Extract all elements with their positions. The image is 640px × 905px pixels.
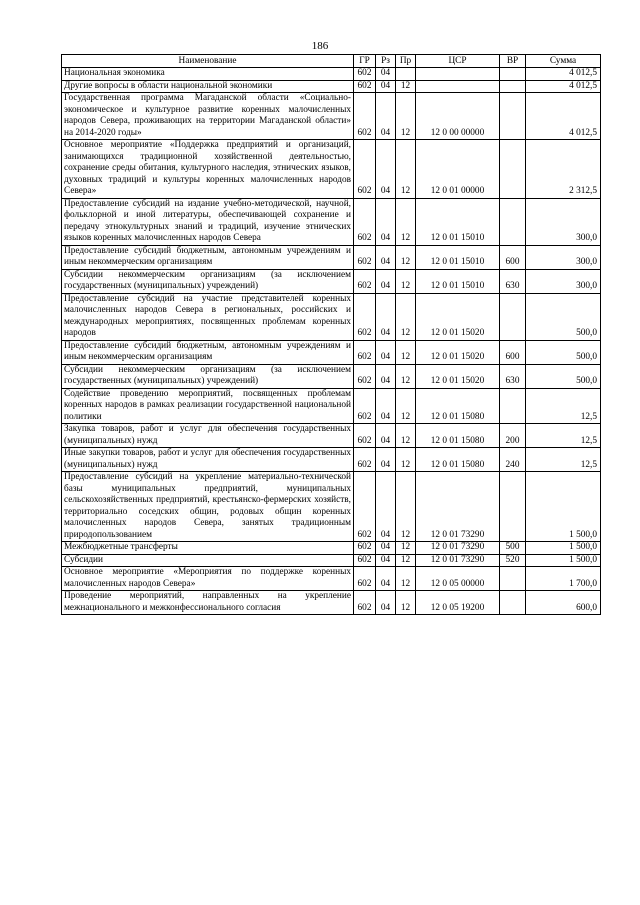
cell-pr: 12 <box>396 554 416 567</box>
cell-pr: 12 <box>396 245 416 269</box>
cell-gr: 602 <box>354 424 376 448</box>
cell-name: Субсидии некоммерческим организациям (за исключением государственных (муниципальных) учреждений) <box>62 364 354 388</box>
header-vr: ВР <box>500 55 526 68</box>
cell-vr: 600 <box>500 340 526 364</box>
cell-gr: 602 <box>354 245 376 269</box>
cell-sum: 300,0 <box>526 269 601 293</box>
cell-rz: 04 <box>376 542 396 555</box>
cell-vr <box>500 293 526 340</box>
cell-name: Основное мероприятие «Поддержка предприятий и организаций, занимающихся традиционной хозяйственной деятельностью, сохранение среды обитания, культурного наследия, этнических языков, духовных традиций и культуры коренных малочисленных народов Севера» <box>62 140 354 199</box>
cell-pr: 12 <box>396 140 416 199</box>
cell-vr <box>500 140 526 199</box>
cell-sum: 300,0 <box>526 198 601 245</box>
header-name: Наименование <box>62 55 354 68</box>
cell-csr: 12 0 01 15020 <box>416 293 500 340</box>
cell-rz: 04 <box>376 68 396 81</box>
cell-gr: 602 <box>354 554 376 567</box>
table-row <box>62 388 601 424</box>
table-row <box>62 591 601 615</box>
cell-name: Другие вопросы в области национальной экономики <box>62 80 354 93</box>
cell-name: Содействие проведению мероприятий, посвященных проблемам коренных народов в рамках реализации государственной национальной политики <box>62 388 354 424</box>
cell-rz: 04 <box>376 93 396 140</box>
cell-name: Межбюджетные трансферты <box>62 542 354 555</box>
cell-sum: 12,5 <box>526 424 601 448</box>
cell-sum: 1 500,0 <box>526 554 601 567</box>
cell-rz: 04 <box>376 245 396 269</box>
table-row <box>62 554 601 567</box>
cell-name: Субсидии некоммерческим организациям (за исключением государственных (муниципальных) учреждений) <box>62 269 354 293</box>
cell-rz: 04 <box>376 554 396 567</box>
table-row <box>62 198 601 245</box>
cell-csr: 12 0 01 15080 <box>416 424 500 448</box>
cell-csr: 12 0 01 15020 <box>416 364 500 388</box>
cell-csr: 12 0 01 15080 <box>416 448 500 472</box>
cell-csr: 12 0 01 15010 <box>416 269 500 293</box>
cell-sum: 1 500,0 <box>526 472 601 542</box>
cell-name: Субсидии <box>62 554 354 567</box>
table-row <box>62 542 601 555</box>
cell-sum: 4 012,5 <box>526 68 601 81</box>
table-row <box>62 68 601 81</box>
cell-vr: 200 <box>500 424 526 448</box>
cell-csr <box>416 80 500 93</box>
cell-gr: 602 <box>354 198 376 245</box>
table-row <box>62 80 601 93</box>
cell-gr: 602 <box>354 542 376 555</box>
cell-pr: 12 <box>396 448 416 472</box>
cell-pr: 12 <box>396 198 416 245</box>
cell-vr: 600 <box>500 245 526 269</box>
header-sum: Сумма <box>526 55 601 68</box>
cell-csr: 12 0 01 15010 <box>416 245 500 269</box>
cell-rz: 04 <box>376 388 396 424</box>
cell-vr: 500 <box>500 542 526 555</box>
cell-vr <box>500 80 526 93</box>
cell-pr: 12 <box>396 293 416 340</box>
cell-pr <box>396 68 416 81</box>
cell-rz: 04 <box>376 472 396 542</box>
table-row <box>62 364 601 388</box>
cell-vr <box>500 68 526 81</box>
table-row <box>62 424 601 448</box>
cell-rz: 04 <box>376 424 396 448</box>
cell-gr: 602 <box>354 591 376 615</box>
cell-name: Предоставление субсидий на укрепление материально-технической базы муниципальных предприятий, муниципальных сельскохозяйственных предприятий, крестьянско-фермерских хозяйств, территориально соседских общин, родовых общин коренных малочисленных народов Севера, занятых традиционным природопользованием <box>62 472 354 542</box>
cell-gr: 602 <box>354 140 376 199</box>
cell-name: Закупка товаров, работ и услуг для обеспечения государственных (муниципальных) нужд <box>62 424 354 448</box>
cell-name: Предоставление субсидий бюджетным, автономным учреждениям и иным некоммерческим организациям <box>62 245 354 269</box>
table-row <box>62 140 601 199</box>
cell-vr <box>500 472 526 542</box>
cell-csr: 12 0 01 15080 <box>416 388 500 424</box>
cell-gr: 602 <box>354 269 376 293</box>
cell-csr <box>416 68 500 81</box>
cell-name: Предоставление субсидий на издание учебно-методической, научной, фольклорной и иной литературы, обеспечивающей сохранение и передачу этнокультурных знаний и традиций, изучение этнических языков коренных малочисленных народов Севера <box>62 198 354 245</box>
cell-gr: 602 <box>354 364 376 388</box>
cell-pr: 12 <box>396 472 416 542</box>
cell-vr: 520 <box>500 554 526 567</box>
cell-gr: 602 <box>354 472 376 542</box>
cell-name: Предоставление субсидий бюджетным, автономным учреждениям и иным некоммерческим организациям <box>62 340 354 364</box>
table-row <box>62 269 601 293</box>
header-gr: ГР <box>354 55 376 68</box>
cell-rz: 04 <box>376 140 396 199</box>
cell-pr: 12 <box>396 388 416 424</box>
cell-gr: 602 <box>354 80 376 93</box>
cell-name: Государственная программа Магаданской области «Социально-экономическое и культурное развитие коренных малочисленных народов Севера, проживающих на территории Магаданской области» на 2014-2020 годы» <box>62 93 354 140</box>
cell-sum: 500,0 <box>526 293 601 340</box>
cell-sum: 4 012,5 <box>526 80 601 93</box>
cell-gr: 602 <box>354 567 376 591</box>
page-number: 186 <box>311 40 329 52</box>
cell-sum: 2 312,5 <box>526 140 601 199</box>
cell-vr: 630 <box>500 269 526 293</box>
cell-rz: 04 <box>376 340 396 364</box>
table-row <box>62 340 601 364</box>
cell-csr: 12 0 01 73290 <box>416 554 500 567</box>
cell-gr: 602 <box>354 68 376 81</box>
table-row <box>62 448 601 472</box>
cell-csr: 12 0 00 00000 <box>416 93 500 140</box>
cell-sum: 12,5 <box>526 388 601 424</box>
cell-rz: 04 <box>376 80 396 93</box>
cell-sum: 500,0 <box>526 340 601 364</box>
cell-name: Национальная экономика <box>62 68 354 81</box>
cell-csr: 12 0 05 19200 <box>416 591 500 615</box>
cell-name: Проведение мероприятий, направленных на укрепление межнационального и межконфессионального согласия <box>62 591 354 615</box>
cell-csr: 12 0 01 00000 <box>416 140 500 199</box>
cell-csr: 12 0 01 73290 <box>416 542 500 555</box>
table-row <box>62 472 601 542</box>
cell-sum: 300,0 <box>526 245 601 269</box>
table-row <box>62 293 601 340</box>
table-row <box>62 245 601 269</box>
cell-sum: 12,5 <box>526 448 601 472</box>
cell-csr: 12 0 01 73290 <box>416 472 500 542</box>
table-header-row <box>62 55 601 68</box>
cell-sum: 1 700,0 <box>526 567 601 591</box>
cell-pr: 12 <box>396 424 416 448</box>
cell-csr: 12 0 01 15010 <box>416 198 500 245</box>
cell-pr: 12 <box>396 93 416 140</box>
cell-pr: 12 <box>396 542 416 555</box>
cell-gr: 602 <box>354 293 376 340</box>
cell-rz: 04 <box>376 293 396 340</box>
cell-name: Основное мероприятие «Мероприятия по поддержке коренных малочисленных народов Севера» <box>62 567 354 591</box>
cell-vr <box>500 567 526 591</box>
cell-sum: 500,0 <box>526 364 601 388</box>
cell-rz: 04 <box>376 591 396 615</box>
cell-pr: 12 <box>396 567 416 591</box>
cell-csr: 12 0 05 00000 <box>416 567 500 591</box>
table-row <box>62 93 601 140</box>
cell-rz: 04 <box>376 198 396 245</box>
cell-vr <box>500 198 526 245</box>
cell-sum: 600,0 <box>526 591 601 615</box>
cell-pr: 12 <box>396 340 416 364</box>
table-row <box>62 567 601 591</box>
cell-sum: 1 500,0 <box>526 542 601 555</box>
cell-vr: 240 <box>500 448 526 472</box>
header-csr: ЦСР <box>416 55 500 68</box>
cell-vr <box>500 93 526 140</box>
cell-pr: 12 <box>396 80 416 93</box>
cell-rz: 04 <box>376 448 396 472</box>
cell-gr: 602 <box>354 340 376 364</box>
cell-sum: 4 012,5 <box>526 93 601 140</box>
cell-gr: 602 <box>354 448 376 472</box>
cell-name: Иные закупки товаров, работ и услуг для обеспечения государственных (муниципальных) нужд <box>62 448 354 472</box>
table-body <box>62 68 601 615</box>
cell-rz: 04 <box>376 364 396 388</box>
cell-vr <box>500 591 526 615</box>
cell-gr: 602 <box>354 388 376 424</box>
cell-vr: 630 <box>500 364 526 388</box>
cell-gr: 602 <box>354 93 376 140</box>
cell-rz: 04 <box>376 567 396 591</box>
header-rz: Рз <box>376 55 396 68</box>
cell-vr <box>500 388 526 424</box>
budget-table <box>61 54 601 615</box>
cell-pr: 12 <box>396 269 416 293</box>
cell-rz: 04 <box>376 269 396 293</box>
cell-name: Предоставление субсидий на участие представителей коренных малочисленных народов Севера в региональных, российских и международных мероприятиях, посвященных проблемам коренных народов <box>62 293 354 340</box>
cell-csr: 12 0 01 15020 <box>416 340 500 364</box>
cell-pr: 12 <box>396 364 416 388</box>
cell-pr: 12 <box>396 591 416 615</box>
header-pr: Пр <box>396 55 416 68</box>
